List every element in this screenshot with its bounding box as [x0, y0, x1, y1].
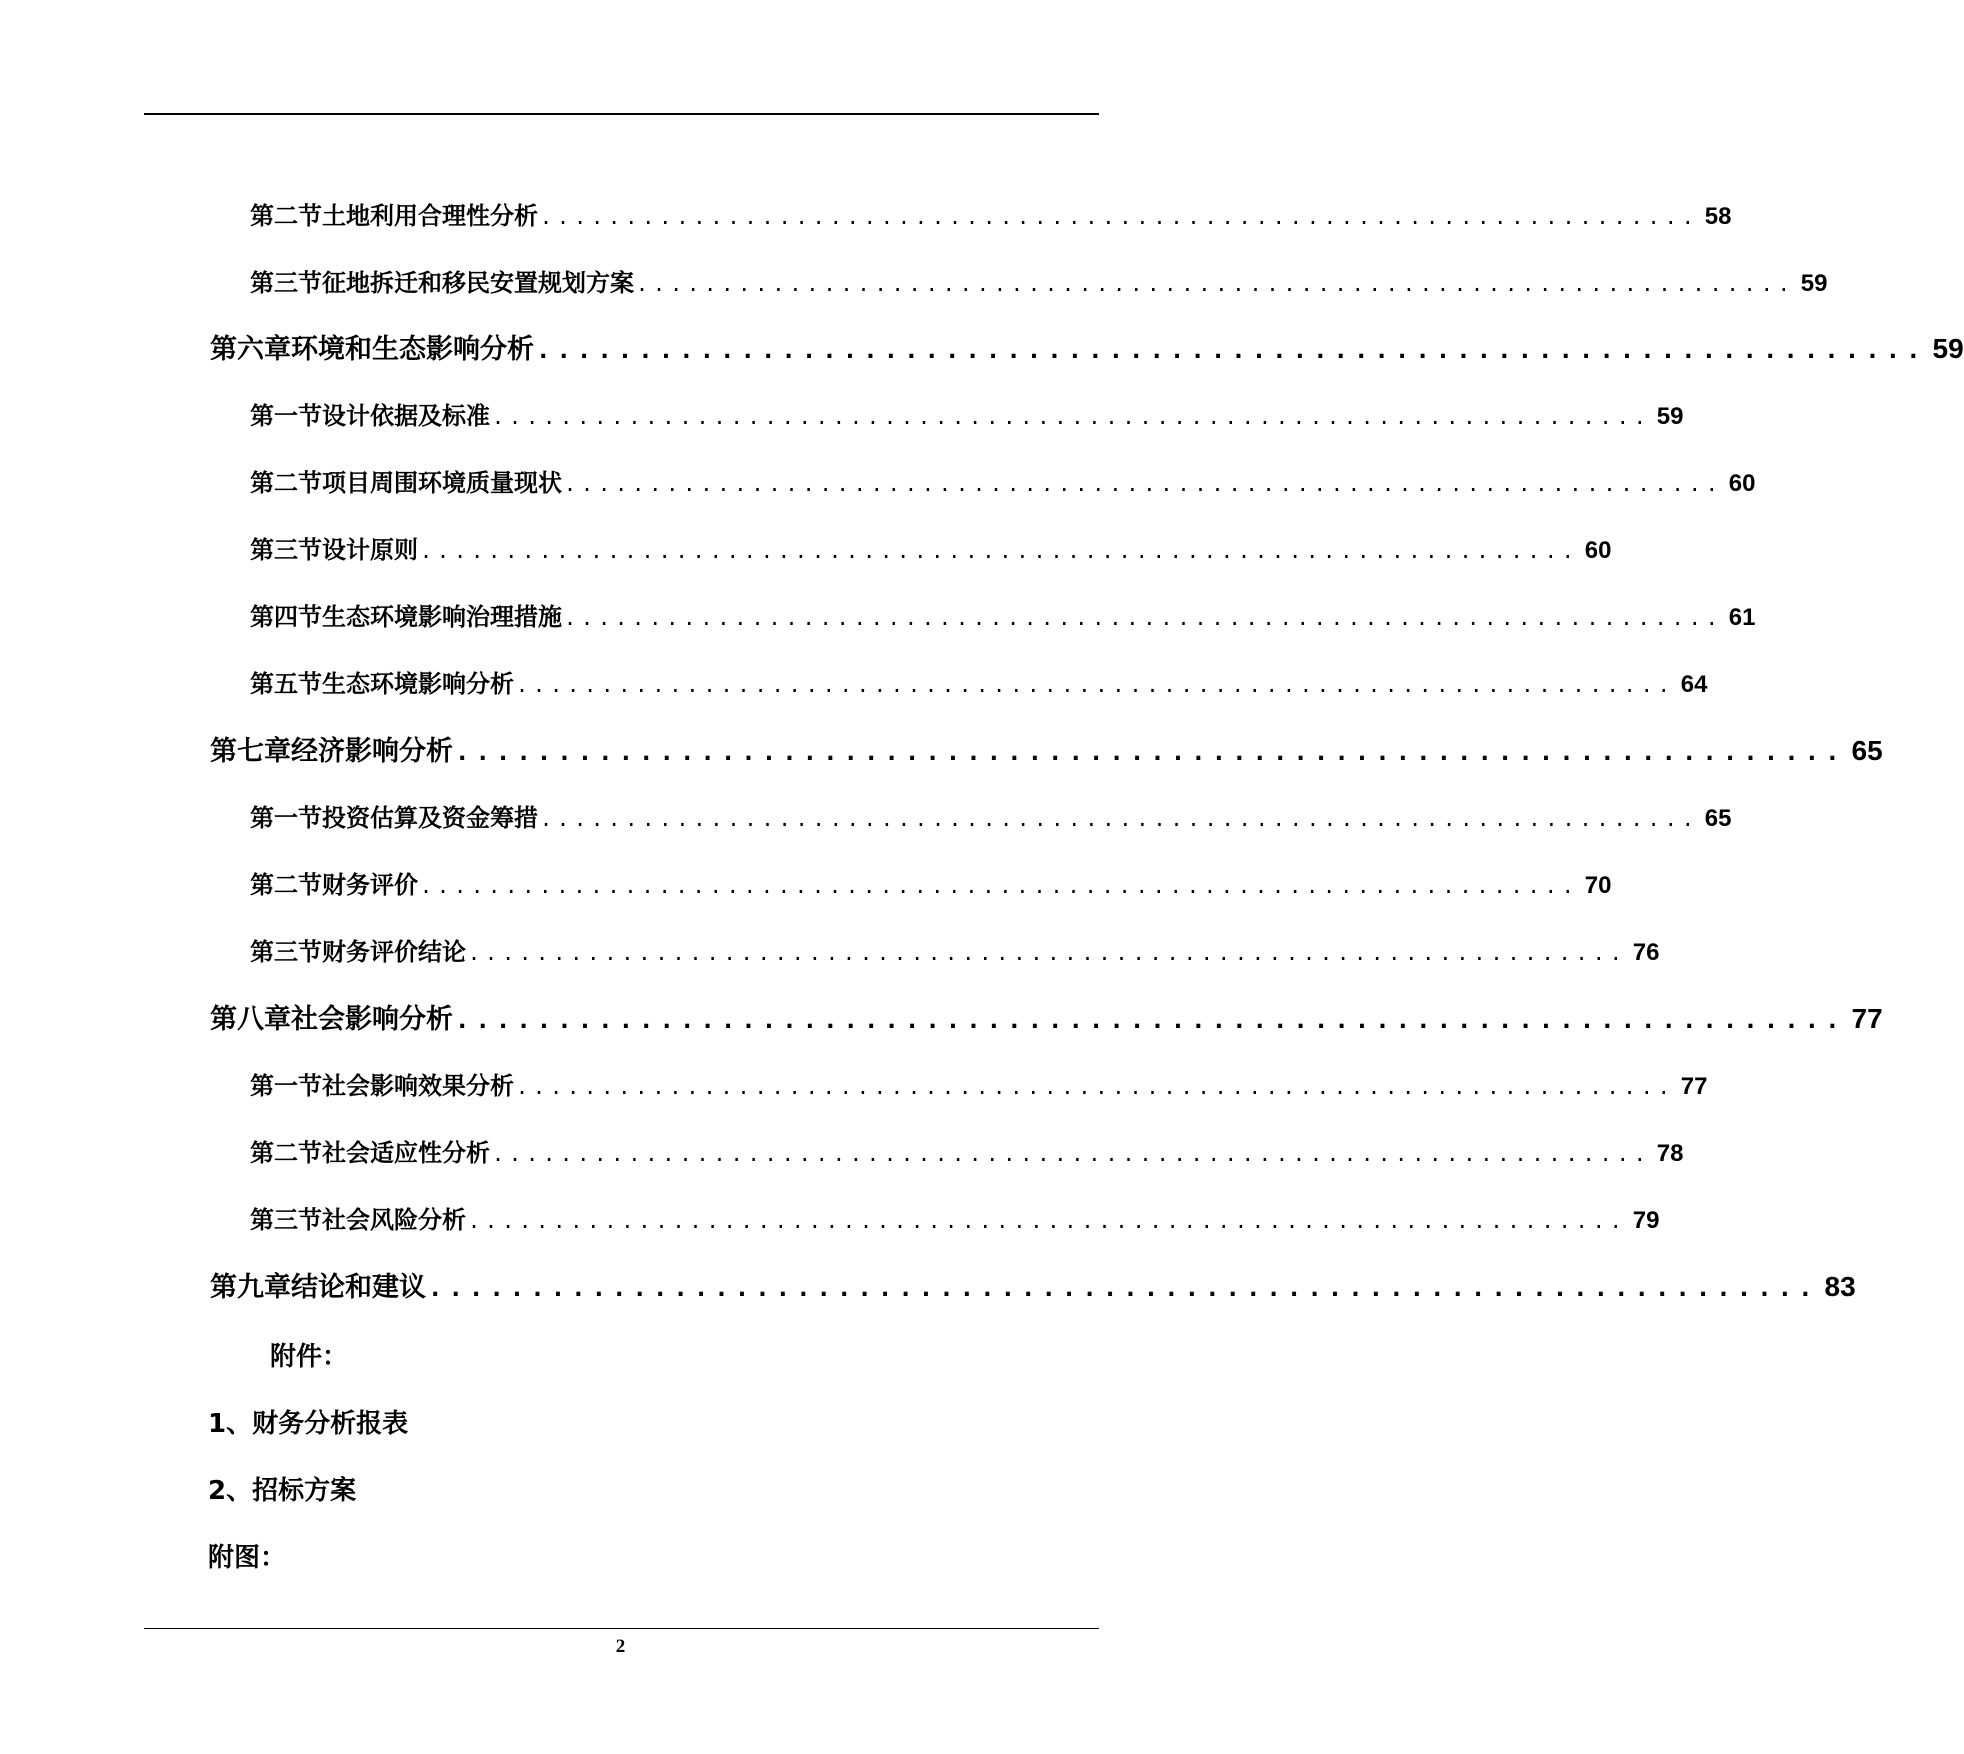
toc-entry-number: 第三节: [250, 1206, 322, 1234]
toc-leader-dots: ....................................................................: [564, 606, 1723, 630]
toc-entry[interactable]: [250, 865, 1612, 900]
toc-entry[interactable]: [250, 798, 1732, 833]
toc-entry-page: 78: [1656, 1140, 1684, 1167]
toc-entry[interactable]: [250, 664, 1708, 699]
figures-heading: 附图：: [208, 1543, 287, 1573]
toc-entry-page: 61: [1728, 604, 1756, 631]
toc-entry-page: 70: [1584, 872, 1612, 899]
toc-entry-title: 经济影响分析: [291, 736, 453, 767]
toc-entry-number: 第六章: [210, 334, 291, 365]
toc-entry-page: 65: [1851, 735, 1883, 766]
toc-entry-page: 77: [1680, 1073, 1708, 1100]
toc-entry-title: 生态环境影响分析: [322, 670, 514, 698]
toc-entry-number: 第一节: [250, 402, 322, 430]
toc-entry[interactable]: [250, 396, 1684, 431]
toc-entry-page: 64: [1680, 671, 1708, 698]
toc-entry[interactable]: [250, 1200, 1660, 1235]
toc-leader-dots: ....................................................................: [492, 1142, 1651, 1166]
toc-entry[interactable]: [250, 1133, 1684, 1168]
toc-entry-title: 社会影响效果分析: [322, 1072, 514, 1100]
toc-entry[interactable]: [210, 729, 1883, 768]
toc-entry-number: 第三节: [250, 536, 322, 564]
toc-entry[interactable]: [250, 263, 1828, 298]
toc-leader-dots: ....................................................................: [516, 1075, 1675, 1099]
toc-leader-dots: ....................................................................: [492, 405, 1651, 429]
toc-entry-page: 83: [1824, 1271, 1856, 1302]
toc-leader-dots: ....................................................................: [428, 1274, 1819, 1302]
toc-entry-title: 环境和生态影响分析: [291, 334, 534, 365]
toc-entry-number: 第四节: [250, 603, 322, 631]
toc-entry-title: 社会风险分析: [322, 1206, 466, 1234]
toc-entry-number: 第三节: [250, 938, 322, 966]
toc-entry-number: 第七章: [210, 736, 291, 767]
toc-entry-number: 第一节: [250, 1072, 322, 1100]
toc-entry-title: 结论和建议: [291, 1272, 426, 1303]
toc-leader-dots: ....................................................................: [420, 539, 1579, 563]
toc-entry-page: 60: [1584, 537, 1612, 564]
footer-rule: [144, 1628, 1099, 1629]
toc-entry-title: 生态环境影响治理措施: [322, 603, 562, 631]
toc-leader-dots: ....................................................................: [468, 1209, 1627, 1233]
attachment-item: 1、财务分析报表: [208, 1409, 409, 1439]
toc-entry-title: 社会适应性分析: [322, 1139, 490, 1167]
toc-leader-dots: ....................................................................: [540, 807, 1699, 831]
attachments-heading: 附件：: [270, 1342, 349, 1372]
toc-entry-number: 第一节: [250, 804, 322, 832]
toc-entry-title: 设计原则: [322, 536, 418, 564]
toc-entry[interactable]: [250, 530, 1612, 565]
toc-entry[interactable]: [250, 597, 1756, 632]
toc-leader-dots: ....................................................................: [455, 738, 1846, 766]
toc-entry-number: 第五节: [250, 670, 322, 698]
toc-entry-title: 项目周围环境质量现状: [322, 469, 562, 497]
page-number: 2: [615, 1636, 626, 1657]
toc-entry[interactable]: [250, 1066, 1708, 1101]
toc-entry-number: 第二节: [250, 871, 322, 899]
toc-leader-dots: ....................................................................: [455, 1006, 1846, 1034]
attachment-item: 2、招标方案: [208, 1476, 357, 1506]
toc-entry-page: 58: [1704, 203, 1732, 230]
toc-leader-dots: ....................................................................: [536, 336, 1927, 364]
toc-entry-number: 第八章: [210, 1004, 291, 1035]
toc-entry-page: 59: [1800, 270, 1828, 297]
toc-entry-page: 76: [1632, 939, 1660, 966]
toc-entry-title: 征地拆迁和移民安置规划方案: [322, 269, 634, 297]
toc-entry[interactable]: [250, 463, 1756, 498]
toc-entry-title: 设计依据及标准: [322, 402, 490, 430]
toc-entry-title: 投资估算及资金筹措: [322, 804, 538, 832]
toc-entry-title: 财务评价结论: [322, 938, 466, 966]
toc-entry[interactable]: [210, 997, 1883, 1036]
toc-leader-dots: ....................................................................: [564, 472, 1723, 496]
toc-leader-dots: ....................................................................: [540, 205, 1699, 229]
toc-entry[interactable]: [210, 1265, 1856, 1304]
toc-leader-dots: ....................................................................: [516, 673, 1675, 697]
toc-entry-number: 第二节: [250, 1139, 322, 1167]
toc-entry-page: 60: [1728, 470, 1756, 497]
toc-entry-page: 59: [1656, 403, 1684, 430]
toc-leader-dots: ....................................................................: [468, 941, 1627, 965]
toc-entry-number: 第二节: [250, 469, 322, 497]
toc-entry-page: 79: [1632, 1207, 1660, 1234]
toc-entry-page: 59: [1932, 333, 1964, 364]
toc-entry-number: 第九章: [210, 1272, 291, 1303]
toc-entry[interactable]: [210, 327, 1964, 366]
toc-entry-number: 第三节: [250, 269, 322, 297]
toc-entry[interactable]: [250, 932, 1660, 967]
toc-leader-dots: ....................................................................: [420, 874, 1579, 898]
toc-leader-dots: ....................................................................: [636, 272, 1795, 296]
toc-entry-title: 社会影响分析: [291, 1004, 453, 1035]
toc-entry-page: 77: [1851, 1003, 1883, 1034]
toc-entry-title: 土地利用合理性分析: [322, 202, 538, 230]
toc-entry-number: 第二节: [250, 202, 322, 230]
toc-entry[interactable]: [250, 196, 1732, 231]
toc-entry-title: 财务评价: [322, 871, 418, 899]
toc-entry-page: 65: [1704, 805, 1732, 832]
